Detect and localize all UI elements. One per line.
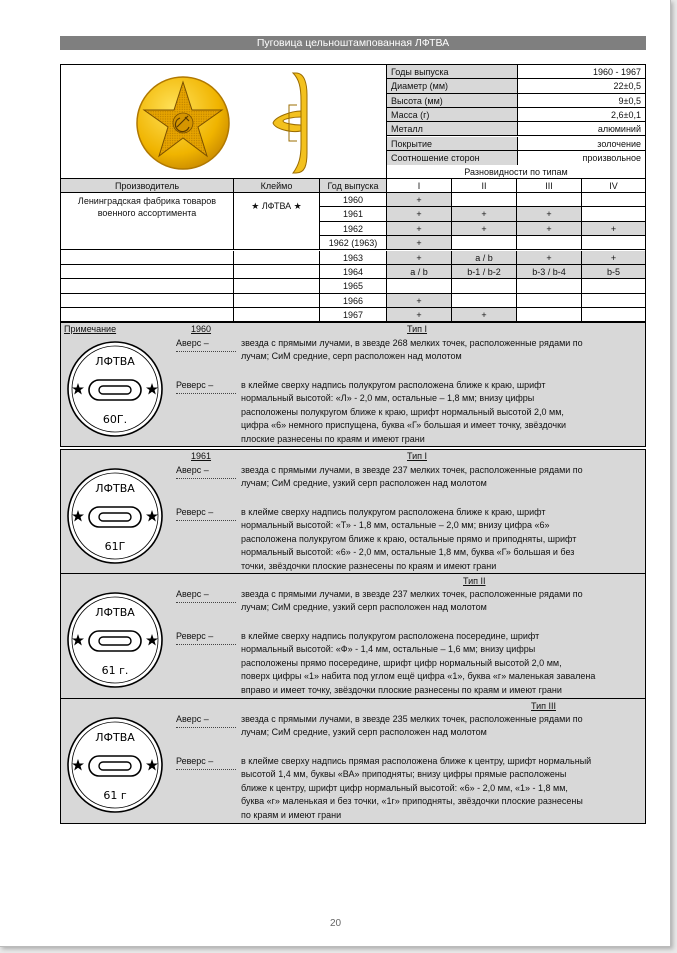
type-1-cell: + [387,308,452,322]
text-line: в клейме сверху надпись полукругом расположена посередине, шрифт [241,631,540,641]
type-3-cell [517,193,582,207]
maker-empty-cell [61,294,234,308]
text-line: звезда с прямыми лучами, в звезде 237 мелких точек, расположенные рядами по [241,589,583,599]
maker-empty-cell [61,279,234,293]
stamp-bottom-text: 61 г [103,789,127,802]
revers-label: Реверс – [176,507,214,517]
type-2-cell: + [452,222,517,236]
stamp-top-text: ЛФТВА [95,482,135,495]
type-4-cell: + [582,222,645,236]
revers-text [241,755,645,822]
text-line: лучам; СиМ средние, узкий серп расположен над молотом [241,602,487,613]
type-4-cell [582,294,645,308]
text-line: нормальный высотой: «Л» - 2,0 мм, остальные – 1,8 мм; внизу цифры [241,393,535,404]
text-line: лучам; СиМ средние, серп расположен над молотом [241,351,462,362]
type-2-cell: + [452,207,517,221]
text-line: в клейме сверху надпись прямая расположена ближе к центру, шрифт нормальный [241,756,592,766]
type-2-cell [452,279,517,293]
variants-header: Разновидности по типам [387,165,645,179]
property-row [387,79,645,93]
section-year: 1960 [191,324,212,334]
type-1-cell: + [387,251,452,265]
text-line: буква «г» маленькая и без точки, «1г» приподняты, звёздочки плоские разнесены [241,796,583,807]
maker-empty-cell [61,265,234,279]
column-header-type-1: I [387,179,452,193]
mark-empty-cell [234,294,320,308]
year-cell: 1962 [320,222,387,236]
year-cell: 1965 [320,279,387,293]
dotted-rule [176,393,236,394]
property-key: Металл [387,122,518,135]
property-value: 1960 - 1967 [592,67,641,77]
revers-text [241,630,645,697]
avers-text [241,337,645,364]
stamp-bottom-text: 60Г. [102,413,128,426]
year-cell: 1963 [320,251,387,265]
type-1-cell: + [387,222,452,236]
property-value: 22±0,5 [613,81,641,92]
type-3-cell: + [517,222,582,236]
type-4-cell [582,193,645,207]
text-line: расположена полукругом ближе к краю, остальные прямо и приподняты, шрифт [241,533,577,544]
property-row [387,94,645,108]
type-3-cell [517,308,582,322]
property-value: золочение [597,138,641,149]
detail-section-1 [60,322,646,447]
text-line: нормальный высотой: «6» - 2,0 мм, остальные 1,8 мм, буква «Г» большая и без [241,547,575,558]
year-cell: 1967 [320,308,387,322]
type-3-cell: + [517,251,582,265]
text-line: поверх цифры «1» набита под углом ещё цифра «1», буква «г» маленькая завалена [241,671,596,682]
dotted-rule [176,520,236,521]
revers-label: Реверс – [176,756,214,766]
column-header-year: Год выпуска [320,179,387,193]
avers-text [241,464,645,491]
property-key: Высота (мм) [387,94,518,107]
stamp-bottom-text: 61 г. [101,664,129,677]
year-cell: 1966 [320,294,387,308]
type-2-cell [452,193,517,207]
type-4-cell [582,236,645,250]
maker-empty-cell [61,251,234,265]
property-key: Диаметр (мм) [387,79,518,92]
dotted-rule [176,478,236,479]
column-header-type-2: II [452,179,517,193]
property-key: Масса (г) [387,108,518,121]
avers-label: Аверс – [176,714,209,724]
dotted-rule [176,769,236,770]
column-header-type-4: IV [582,179,645,193]
revers-text [241,506,645,573]
avers-label: Аверс – [176,465,209,475]
stamp-top-text: ЛФТВА [95,606,135,619]
section-year: 1961 [191,451,212,461]
text-line: лучам; СиМ средние, узкий серп расположен над молотом [241,727,487,738]
text-line: в клейме сверху надпись полукругом расположена ближе к краю, шрифт [241,380,546,390]
text-line: вправо и имеет точку, звёздочки плоские разнесены по краям и имеют грани [241,684,562,695]
maker-cell: Ленинградская фабрика товаров военного ассортимента [61,193,234,250]
text-line: в клейме сверху надпись полукругом расположена ближе к краю, шрифт [241,507,546,517]
property-row [387,65,645,79]
text-line: ближе к центру, шрифт цифр нормальный высотой: «6» - 2,0 мм, «1» - 1,8 мм, [241,782,568,793]
summary-table [60,64,646,322]
detail-section-3 [60,574,646,699]
dotted-rule [176,602,236,603]
text-line: цифра «6» немного приспущена, буква «Г» большая и имеет точку, звёздочки [241,420,567,431]
section-type: Тип III [531,701,557,711]
property-row [387,122,645,136]
column-header-maker: Производитель [61,179,234,193]
page-title: Пуговица цельноштампованная ЛФТВА [60,36,646,50]
reverse-stamp-icon [63,715,171,823]
text-line: расположены полукругом ближе к краю, шрифт нормальный высотой 2,0 мм, [241,406,564,417]
section-type: Тип II [463,576,486,586]
note-label: Примечание [64,324,117,334]
dotted-rule [176,644,236,645]
type-3-cell [517,279,582,293]
button-image-cell [61,65,387,179]
text-line: нормальный высотой: «Ф» - 1,4 мм, остальные – 1,6 мм; внизу цифры [241,644,536,655]
property-value: 2,6±0,1 [611,109,641,120]
property-value: произвольное [582,152,641,163]
revers-text [241,379,645,446]
detail-section-2 [60,449,646,574]
text-line: лучам; СиМ средние, узкий серп расположен над молотом [241,478,487,489]
mark-cell: ★ ЛФТВА ★ [234,193,320,250]
type-4-cell [582,308,645,322]
dotted-rule [176,727,236,728]
dotted-rule [176,351,236,352]
column-header-mark: Клеймо [234,179,320,193]
property-key: Годы выпуска [387,65,518,78]
text-line: звезда с прямыми лучами, в звезде 235 мелких точек, расположенные рядами по [241,714,583,724]
type-4-cell: b-5 [582,265,645,279]
avers-label: Аверс – [176,338,209,348]
maker-empty-cell [61,308,234,322]
button-front-icon [137,77,229,169]
year-cell: 1961 [320,207,387,221]
stamp-top-text: ЛФТВА [95,731,135,744]
button-illustration [61,65,387,179]
mark-empty-cell [234,251,320,265]
type-3-cell [517,236,582,250]
type-4-cell: + [582,251,645,265]
type-1-cell: + [387,193,452,207]
text-line: звезда с прямыми лучами, в звезде 237 мелких точек, расположенные рядами по [241,465,583,475]
type-2-cell: а / b [452,251,517,265]
avers-label: Аверс – [176,589,209,599]
text-line: высотой 1,4 мм, буквы «ВА» приподняты; внизу цифры прямые расположены [241,769,567,780]
avers-text [241,713,645,740]
text-line: точки, звёздочки плоские разнесены по краям и имеют грани [241,560,497,571]
section-type: Тип I [407,324,428,334]
text-line: плоские разнесены по краям и имеют грани [241,433,425,444]
avers-text [241,588,645,615]
type-2-cell: b-1 / b-2 [452,265,517,279]
property-row [387,108,645,122]
property-key: Покрытие [387,137,518,150]
type-1-cell: + [387,236,452,250]
reverse-stamp-icon [63,590,171,698]
type-2-cell: + [452,308,517,322]
revers-label: Реверс – [176,631,214,641]
property-key: Соотношение сторон [387,151,518,178]
type-2-cell [452,236,517,250]
mark-empty-cell [234,279,320,293]
type-1-cell [387,279,452,293]
revers-label: Реверс – [176,380,214,390]
type-3-cell [517,294,582,308]
type-1-cell: + [387,294,452,308]
section-type: Тип I [407,451,428,461]
year-cell: 1960 [320,193,387,207]
text-line: звезда с прямыми лучами, в звезде 268 мелких точек, расположенные рядами по [241,338,583,348]
mark-empty-cell [234,265,320,279]
button-profile-icon [273,73,307,173]
type-2-cell [452,294,517,308]
property-row [387,137,645,151]
reverse-stamp-icon [63,339,171,447]
text-line: нормальный высотой: «Т» - 1,8 мм, остальные – 2,0 мм; внизу цифра «6» [241,520,550,531]
detail-section-4 [60,699,646,824]
text-line: расположены прямо посередине, шрифт цифр нормальный высотой 2,0 мм, [241,657,562,668]
type-1-cell: + [387,207,452,221]
mark-empty-cell [234,308,320,322]
column-header-type-3: III [517,179,582,193]
type-1-cell: а / b [387,265,452,279]
stamp-bottom-text: 61Г [104,540,126,553]
reverse-stamp-icon [63,466,171,574]
type-4-cell [582,207,645,221]
stamp-top-text: ЛФТВА [95,355,135,368]
type-3-cell: b-3 / b-4 [517,265,582,279]
year-cell: 1962 (1963) [320,236,387,250]
property-value: 9±0,5 [618,95,641,106]
type-3-cell: + [517,207,582,221]
text-line: по краям и имеют грани [241,809,342,820]
property-value: алюминий [597,124,641,135]
page-number: 20 [329,918,342,929]
type-4-cell [582,279,645,293]
year-cell: 1964 [320,265,387,279]
